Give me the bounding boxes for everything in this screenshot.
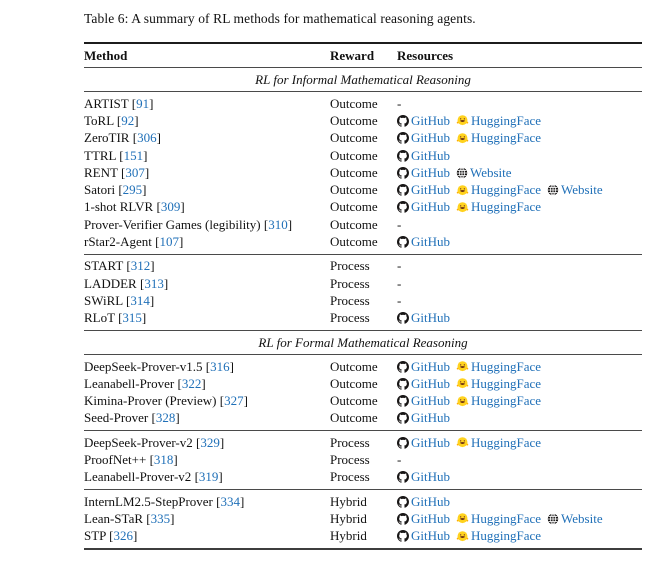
resources-cell: [397, 528, 642, 544]
reward-value: Process: [330, 451, 370, 467]
row-group: [84, 92, 642, 255]
reward-value: Outcome: [330, 164, 378, 180]
citation-link[interactable]: 151: [123, 147, 144, 163]
huggingface-icon: [456, 436, 469, 449]
method-cell: [84, 148, 330, 164]
table-row: [84, 375, 642, 392]
method-cell: [84, 359, 330, 375]
table-row: [84, 199, 642, 216]
resources-cell: [397, 494, 642, 510]
method-cell: [84, 113, 330, 129]
github-link[interactable]: [397, 148, 450, 164]
citation-bracket-close: ]: [173, 451, 178, 467]
method-name: 1-shot RLVR: [84, 199, 154, 215]
citation-bracket-close: ]: [175, 410, 180, 426]
resources-cell: [397, 376, 642, 392]
table-row: [84, 310, 642, 327]
table-row: [84, 292, 642, 309]
table-row: [84, 130, 642, 147]
table-row: [84, 216, 642, 233]
github-icon: [397, 496, 409, 508]
github-icon: [397, 132, 409, 144]
method-cell: [84, 511, 330, 527]
resources-cell: [397, 293, 642, 309]
resource-label: HuggingFace: [471, 528, 542, 544]
citation-bracket-close: ]: [149, 292, 155, 308]
resource-label: GitHub: [411, 375, 450, 391]
resource-label: GitHub: [411, 164, 450, 180]
citation-bracket-open: [: [156, 199, 161, 215]
method-cell: [84, 310, 330, 326]
citation-bracket-close: ]: [143, 147, 148, 163]
table-row: [84, 147, 642, 164]
huggingface-icon: [456, 132, 469, 145]
citation-bracket-open: [: [216, 493, 221, 509]
reward-value: Outcome: [330, 199, 378, 215]
citation-bracket-close: ]: [142, 182, 147, 198]
citation-bracket-close: ]: [180, 199, 185, 215]
citation-link[interactable]: 326: [113, 528, 134, 544]
method-name: InternLM2.5-StepProver: [84, 493, 213, 509]
method-name: Prover-Verifier Games (legibility): [84, 216, 261, 232]
citation-link[interactable]: 92: [121, 112, 135, 128]
github-icon: [397, 361, 409, 373]
citation-bracket-open: [: [177, 375, 182, 391]
citation-bracket-open: [: [109, 528, 114, 544]
github-link[interactable]: [397, 182, 450, 198]
resource-label: GitHub: [411, 393, 450, 409]
resources-cell: [397, 359, 642, 375]
citation-link[interactable]: 314: [130, 292, 150, 308]
huggingface-icon: [456, 395, 469, 408]
resource-label: GitHub: [411, 469, 450, 485]
github-link[interactable]: [397, 359, 450, 375]
citation-bracket-close: ]: [243, 393, 248, 409]
method-name: Satori: [84, 182, 116, 198]
table-row: [84, 528, 642, 545]
github-icon: [397, 201, 409, 213]
github-icon: [397, 150, 409, 162]
table-caption: Table 6: A summary of RL methods for mathematical reasoning agents.: [84, 11, 476, 26]
resources-cell: [397, 511, 642, 527]
resources-cell: [397, 217, 642, 233]
reward-value: Process: [330, 310, 370, 326]
empty-resource-marker: -: [397, 292, 402, 308]
empty-resource-marker: -: [397, 451, 402, 467]
column-header-method: Method: [84, 47, 128, 63]
huggingface-icon: [456, 512, 469, 525]
citation-bracket-open: [: [126, 258, 131, 274]
citation-link[interactable]: 307: [125, 164, 145, 180]
resource-label: HuggingFace: [471, 393, 542, 409]
table-header-row: [84, 44, 642, 68]
citation-bracket-close: ]: [133, 528, 138, 544]
citation-link[interactable]: 313: [144, 275, 164, 291]
citation-link[interactable]: 327: [224, 393, 244, 409]
method-name: Leanabell-Prover-v2: [84, 469, 192, 485]
github-icon: [397, 437, 409, 449]
method-name: ToRL: [84, 112, 114, 128]
row-group: [84, 431, 642, 490]
resources-cell: [397, 199, 642, 215]
reward-value: Process: [330, 275, 370, 291]
citation-bracket-open: [: [125, 292, 131, 308]
website-link[interactable]: [456, 165, 512, 181]
method-cell: [84, 182, 330, 198]
resources-cell: [397, 410, 642, 426]
citation-bracket-close: ]: [134, 112, 139, 128]
reward-value: Outcome: [330, 358, 378, 374]
citation-bracket-open: [: [151, 410, 156, 426]
huggingface-link[interactable]: [456, 393, 541, 409]
table-row: [84, 434, 642, 451]
citation-link[interactable]: 315: [122, 310, 142, 326]
citation-link[interactable]: 322: [181, 375, 202, 391]
github-icon: [397, 167, 409, 179]
resources-cell: [397, 276, 642, 292]
reward-value: Outcome: [330, 216, 378, 232]
resource-label: HuggingFace: [471, 130, 542, 146]
github-link[interactable]: [397, 494, 450, 510]
github-link[interactable]: [397, 310, 450, 326]
empty-resource-marker: -: [397, 216, 402, 232]
reward-value: Outcome: [330, 112, 378, 128]
resource-label: HuggingFace: [471, 434, 542, 450]
reward-value: Outcome: [330, 375, 378, 391]
resources-cell: [397, 234, 642, 250]
github-link[interactable]: [397, 130, 450, 146]
method-name: Leanabell-Prover: [84, 375, 175, 391]
table-row: [84, 493, 642, 510]
huggingface-link[interactable]: [456, 113, 541, 129]
github-icon: [397, 530, 409, 542]
github-link[interactable]: [397, 234, 450, 250]
resource-label: GitHub: [411, 493, 450, 509]
reward-value: Outcome: [330, 95, 378, 111]
citation-bracket-open: [: [139, 275, 145, 291]
reward-value: Hybrid: [330, 528, 367, 544]
table-row: [84, 358, 642, 375]
citation-bracket-close: ]: [141, 310, 147, 326]
citation-bracket-open: [: [155, 234, 160, 250]
resources-cell: [397, 469, 642, 485]
citation-link[interactable]: 312: [130, 258, 151, 274]
reward-value: Outcome: [330, 130, 378, 146]
github-link[interactable]: [397, 528, 450, 544]
empty-resource-marker: -: [397, 275, 402, 291]
citation-link[interactable]: 316: [210, 358, 230, 374]
citation-link[interactable]: 91: [136, 95, 150, 111]
reward-value: Outcome: [330, 410, 378, 426]
github-icon: [397, 412, 409, 424]
method-cell: [84, 276, 330, 292]
citation-bracket-open: [: [149, 451, 154, 467]
github-icon: [397, 378, 409, 390]
huggingface-link[interactable]: [456, 359, 541, 375]
resources-cell: [397, 113, 642, 129]
table-body: [84, 68, 642, 548]
method-cell: [84, 393, 330, 409]
huggingface-link[interactable]: [456, 528, 541, 544]
citation-bracket-open: [: [118, 182, 123, 198]
method-name: RENT: [84, 164, 118, 180]
website-link[interactable]: [547, 511, 603, 527]
row-group: [84, 490, 642, 548]
github-icon: [397, 115, 409, 127]
citation-link[interactable]: 310: [268, 216, 288, 232]
citation-link[interactable]: 309: [160, 199, 181, 215]
huggingface-icon: [456, 530, 469, 543]
section-header: RL for Informal Mathematical Reasoning: [84, 68, 642, 92]
method-cell: [84, 528, 330, 544]
resource-label: GitHub: [411, 182, 450, 198]
row-group: [84, 355, 642, 431]
method-name: ZeroTIR: [84, 130, 130, 146]
citation-bracket-open: [: [146, 510, 151, 526]
citation-bracket-open: [: [263, 216, 269, 232]
table-row: [84, 258, 642, 275]
citation-bracket-close: ]: [287, 216, 293, 232]
github-icon: [397, 395, 409, 407]
reward-value: Hybrid: [330, 493, 367, 509]
website-icon: [547, 513, 559, 525]
resource-label: GitHub: [411, 130, 450, 146]
resource-label: HuggingFace: [471, 358, 542, 374]
resources-cell: [397, 96, 642, 112]
citation-bracket-close: ]: [156, 130, 161, 146]
citation-bracket-open: [: [219, 393, 225, 409]
method-cell: [84, 234, 330, 250]
citation-bracket-open: [: [131, 95, 137, 111]
huggingface-link[interactable]: [456, 435, 541, 451]
method-cell: [84, 165, 330, 181]
empty-resource-marker: -: [397, 258, 402, 274]
method-name: LADDER: [84, 275, 137, 291]
website-icon: [547, 184, 559, 196]
method-cell: [84, 199, 330, 215]
resources-cell: [397, 165, 642, 181]
method-cell: [84, 130, 330, 146]
reward-value: Outcome: [330, 182, 378, 198]
citation-bracket-close: ]: [144, 164, 150, 180]
citation-link[interactable]: 319: [198, 469, 219, 485]
huggingface-icon: [456, 377, 469, 390]
citation-bracket-close: ]: [150, 258, 155, 274]
resources-cell: [397, 182, 642, 198]
method-name: DeepSeek-Prover-v1.5: [84, 358, 203, 374]
resource-label: Website: [561, 182, 603, 198]
method-name: TTRL: [84, 147, 117, 163]
resources-cell: [397, 310, 642, 326]
citation-link[interactable]: 328: [155, 410, 176, 426]
huggingface-link[interactable]: [456, 376, 541, 392]
method-name: ARTIST: [84, 95, 129, 111]
resources-cell: [397, 258, 642, 274]
citation-bracket-open: [: [132, 130, 138, 146]
resource-label: GitHub: [411, 434, 450, 450]
method-cell: [84, 452, 330, 468]
method-name: Lean-STaR: [84, 510, 144, 526]
method-name: DeepSeek-Prover-v2: [84, 434, 193, 450]
table-row: [84, 112, 642, 129]
table-row: [84, 469, 642, 486]
huggingface-icon: [456, 360, 469, 373]
method-name: STP: [84, 528, 106, 544]
citation-bracket-close: ]: [201, 375, 206, 391]
reward-value: Outcome: [330, 234, 378, 250]
huggingface-icon: [456, 201, 469, 214]
citation-bracket-open: [: [116, 112, 122, 128]
method-cell: [84, 258, 330, 274]
resource-label: GitHub: [411, 310, 450, 326]
method-name: rStar2-Agent: [84, 234, 152, 250]
resource-label: GitHub: [411, 112, 450, 128]
github-link[interactable]: [397, 376, 450, 392]
resource-label: HuggingFace: [471, 112, 542, 128]
citation-bracket-open: [: [119, 147, 124, 163]
reward-value: Process: [330, 469, 370, 485]
citation-link[interactable]: 107: [159, 234, 179, 250]
method-name: Seed-Prover: [84, 410, 149, 426]
method-name: Kimina-Prover (Preview): [84, 393, 217, 409]
reward-value: Outcome: [330, 393, 378, 409]
table-row: [84, 410, 642, 427]
citation-link[interactable]: 334: [220, 493, 240, 509]
citation-bracket-close: ]: [229, 358, 234, 374]
github-link[interactable]: [397, 393, 450, 409]
citation-bracket-open: [: [194, 469, 199, 485]
row-group: [84, 255, 642, 331]
method-cell: [84, 469, 330, 485]
empty-resource-marker: -: [397, 95, 402, 111]
table-row: [84, 451, 642, 468]
resource-label: GitHub: [411, 147, 450, 163]
resources-cell: [397, 148, 642, 164]
citation-link[interactable]: 335: [150, 510, 171, 526]
resource-label: Website: [470, 164, 512, 180]
rl-methods-table: [84, 42, 642, 550]
table-row: [84, 181, 642, 198]
method-name: SWiRL: [84, 292, 123, 308]
huggingface-icon: [456, 184, 469, 197]
citation-bracket-close: ]: [239, 493, 245, 509]
method-cell: [84, 494, 330, 510]
github-icon: [397, 471, 409, 483]
reward-value: Hybrid: [330, 510, 367, 526]
table-row: [84, 233, 642, 250]
citation-bracket-open: [: [205, 358, 211, 374]
table-row: [84, 392, 642, 409]
github-link[interactable]: [397, 410, 450, 426]
method-cell: [84, 96, 330, 112]
method-name: RLoT: [84, 310, 115, 326]
resources-cell: [397, 130, 642, 146]
method-cell: [84, 435, 330, 451]
citation-link[interactable]: 295: [122, 182, 143, 198]
citation-bracket-open: [: [120, 164, 126, 180]
section-header: RL for Formal Mathematical Reasoning: [84, 331, 642, 355]
resources-cell: [397, 435, 642, 451]
method-name: START: [84, 258, 124, 274]
method-cell: [84, 217, 330, 233]
resource-label: HuggingFace: [471, 199, 542, 215]
resources-cell: [397, 452, 642, 468]
method-cell: [84, 376, 330, 392]
reward-value: Process: [330, 258, 370, 274]
github-icon: [397, 513, 409, 525]
huggingface-icon: [456, 114, 469, 127]
resource-label: GitHub: [411, 528, 450, 544]
citation-bracket-close: ]: [219, 434, 225, 450]
resource-label: GitHub: [411, 199, 450, 215]
reward-value: Outcome: [330, 147, 378, 163]
huggingface-link[interactable]: [456, 182, 541, 198]
github-icon: [397, 312, 409, 324]
table-row: [84, 510, 642, 527]
citation-link[interactable]: 318: [153, 451, 174, 467]
citation-bracket-close: ]: [218, 469, 223, 485]
method-cell: [84, 410, 330, 426]
citation-bracket-open: [: [196, 434, 201, 450]
huggingface-link[interactable]: [456, 130, 541, 146]
citation-link[interactable]: 306: [137, 130, 157, 146]
resource-label: GitHub: [411, 410, 450, 426]
resource-label: HuggingFace: [471, 510, 542, 526]
citation-bracket-close: ]: [178, 234, 184, 250]
huggingface-link[interactable]: [456, 199, 541, 215]
resource-label: GitHub: [411, 234, 450, 250]
resource-label: Website: [561, 510, 603, 526]
website-link[interactable]: [547, 182, 603, 198]
citation-bracket-close: ]: [170, 510, 175, 526]
column-header-resources: Resources: [397, 47, 454, 63]
reward-value: Process: [330, 292, 370, 308]
resource-label: HuggingFace: [471, 375, 542, 391]
citation-bracket-close: ]: [163, 275, 169, 291]
column-header-reward: Reward: [330, 47, 375, 63]
citation-bracket-close: ]: [149, 95, 154, 111]
table-row: [84, 164, 642, 181]
citation-link[interactable]: 329: [200, 434, 220, 450]
github-icon: [397, 236, 409, 248]
reward-value: Process: [330, 434, 370, 450]
github-link[interactable]: [397, 199, 450, 215]
github-link[interactable]: [397, 165, 450, 181]
table-row: [84, 95, 642, 112]
github-link[interactable]: [397, 435, 450, 451]
github-link[interactable]: [397, 469, 450, 485]
resources-cell: [397, 393, 642, 409]
citation-bracket-open: [: [118, 310, 123, 326]
resource-label: HuggingFace: [471, 182, 542, 198]
website-icon: [456, 167, 468, 179]
method-cell: [84, 293, 330, 309]
github-link[interactable]: [397, 511, 450, 527]
table-row: [84, 275, 642, 292]
resource-label: GitHub: [411, 510, 450, 526]
method-name: ProofNet++: [84, 451, 147, 467]
github-icon: [397, 184, 409, 196]
resource-label: GitHub: [411, 358, 450, 374]
github-link[interactable]: [397, 113, 450, 129]
huggingface-link[interactable]: [456, 511, 541, 527]
